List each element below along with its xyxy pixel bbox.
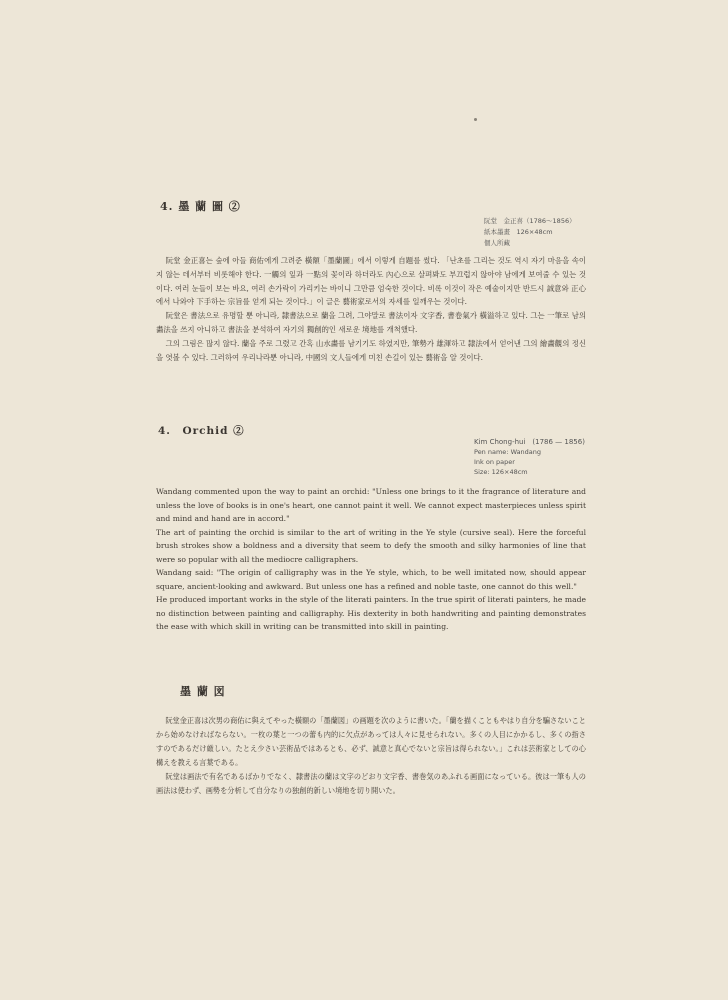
english-meta-medium: Ink on paper: [474, 458, 515, 466]
korean-heading: 4. 墨 蘭 圖 ②: [160, 200, 241, 213]
japanese-text: [156, 714, 586, 798]
korean-paragraph: 그의 그림은 많지 않다. 蘭을 주로 그렸고 간혹 山水畵를 남기기도 하였지만, 筆勢가 雄渾하고 隸法에서 얻어낸 그의 繪畵觀의 정신을 엿볼 수 있다. 그러하여 우리나라뿐 아니라, 中國의 文人들에게 미친 손길이 있는 藝術을 알 것이다.: [156, 338, 586, 362]
english-meta-artist: Kim Chong-hui (1786 — 1856): [474, 438, 585, 446]
korean-paragraph: 阮堂 金正喜는 숲에 아들 商佑에게 그려준 橫額「墨蘭圖」에서 이렇게 自題를 썼다. 「난초를 그리는 것도 역시 자기 마음을 속이지 않는 데서부터 비롯해야 한다. 一觸의 잎과 一點의 꽃이라 하더라도 內心으로 살펴봐도 부끄럽지 않아야 남에게 보여줄 수 있는 것이다. 여러 눈들이 보는 바요, 여러 손가락이 가리키는 바이니 그만큼 엄숙한 것이다. 비록 이것이 작은 예술이지만 반드시 誠意와 正心에서 나와야 下手하는 宗旨를 얻게 되는 것이다.」이 글은 藝術家로서의 자세를 일깨우는 것이다.: [156, 256, 586, 307]
korean-text: [156, 254, 586, 364]
japanese-paragraph: 阮堂は画法で有名であるばかりでなく、隸書法の蘭は文字のどおり文字香、書巻気のあふれる画面になっている。彼は一筆も人の画法は使わず、画勢を分析して自分なりの独創的新しい境地を切り開いた。: [156, 772, 586, 795]
korean-paragraph: 阮堂은 書法으로 유명할 뿐 아니라, 隸書法으로 蘭을 그려, 그야말로 書法이자 文字香, 書卷氣가 橫溢하고 있다. 그는 一筆로 남의 畵法을 쓰지 아니하고 書法을 분석하여 자기의 獨創的인 새로운 境地를 개척했다.: [156, 311, 586, 334]
korean-meta-medium: 紙本墨畫 126×48cm: [484, 228, 553, 236]
english-text: [156, 485, 586, 634]
paper-speck: [474, 118, 477, 121]
english-paragraph: Wandang said: "The origin of calligraphy was in the Ye style, which, to be well imitated now, should appear square, ancient-looking and awkward. But unless one has a refined and noble taste, one cannot do this well.": [156, 568, 586, 591]
english-meta: [474, 437, 585, 477]
korean-meta-collection: 個人所藏: [484, 239, 510, 247]
japanese-heading: 墨 蘭 図: [180, 685, 226, 698]
korean-meta: [484, 216, 576, 249]
english-heading: 4. Orchid ②: [158, 425, 245, 437]
english-paragraph: He produced important works in the style of the literati painters. In the true spirit of literati painters, he made no distinction between painting and calligraphy. His dexterity in both handwriting and painting demonstrates the ease with which skill in writing can be transmitted into skill in painting.: [156, 595, 586, 631]
english-paragraph: Wandang commented upon the way to paint an orchid: "Unless one brings to it the fragrance of literature and unless the love of books is in one's heart, one cannot paint it well. We cannot expect masterpieces unless spirit and mind and hand are in accord.": [156, 487, 586, 523]
korean-meta-artist: 阮堂 金正喜（1786〜1856）: [484, 217, 576, 225]
english-meta-size: Size: 126×48cm: [474, 468, 528, 476]
japanese-paragraph: 阮堂金正喜は次男の商佑に與えてやった橫額の「墨蘭図」の画題を次のように書いた。「蘭を描くこともやはり自分を騙さないことから始めなければならない。一枚の葉と一つの蕾も内的に欠点があっては人々に見せられない。多くの人目にかかるし、多くの指さすのであるだけ厳しい。たとえ少さい芸術品ではあるとも、必ず、誠意と真心でないと宗旨は得られない。」これは芸術家としての心構えを教える言葉である。: [156, 716, 586, 767]
english-meta-penname: Pen name: Wandang: [474, 448, 542, 456]
english-paragraph: The art of painting the orchid is similar to the art of writing in the Ye style (cursive seal). Here the forceful brush strokes show a boldness and a diversity that seem to defy the smooth and silky harmonies of line that were so popular with all the mediocre calligraphers.: [156, 527, 586, 564]
